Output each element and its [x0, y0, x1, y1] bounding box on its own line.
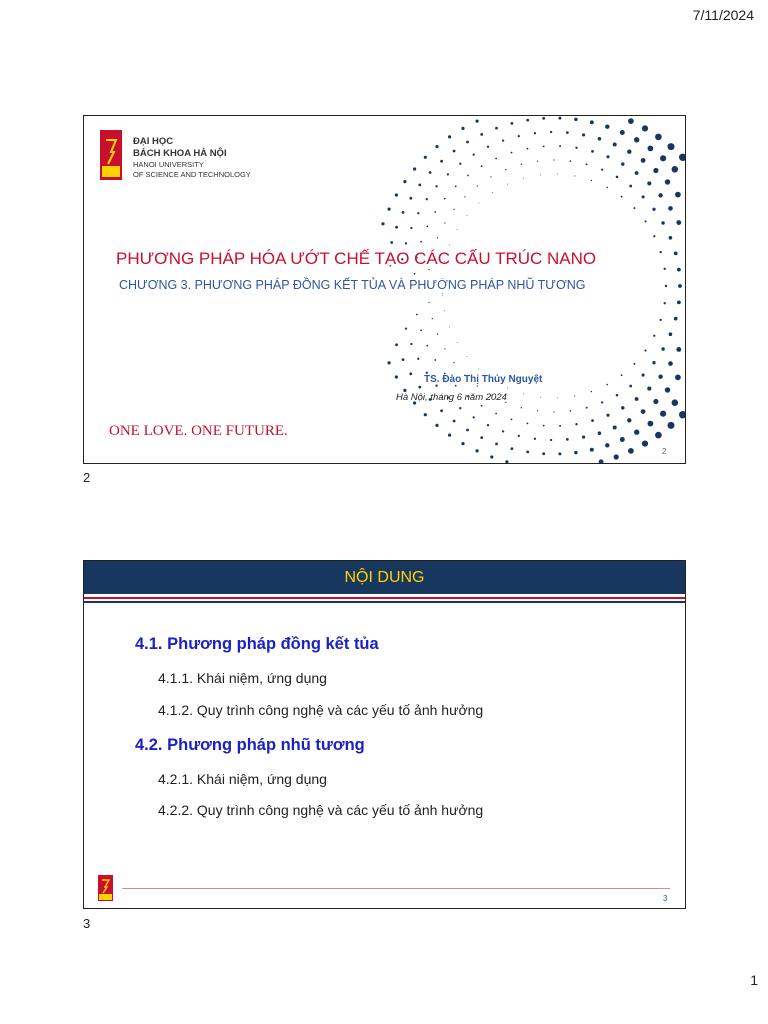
decorative-dot: [455, 185, 457, 187]
decorative-dot: [601, 168, 603, 170]
decorative-dot: [534, 132, 536, 134]
decorative-dot: [642, 125, 648, 131]
decorative-dot: [598, 137, 602, 141]
university-line-2: BÁCH KHOA HÀ NỘI: [133, 148, 227, 159]
decorative-dot: [453, 420, 456, 423]
decorative-dot: [478, 203, 479, 204]
decorative-dot: [648, 146, 654, 152]
decorative-dot: [550, 439, 552, 441]
university-name-en: [133, 160, 251, 180]
decorative-dot: [605, 443, 609, 447]
decorative-dot: [449, 245, 450, 246]
decorative-dot: [424, 156, 427, 159]
decorative-dot: [655, 432, 662, 439]
decorative-dot: [668, 206, 673, 211]
decorative-dot: [616, 176, 619, 179]
decorative-dot: [418, 184, 421, 187]
decorative-dot: [410, 227, 412, 229]
place-date: Hà Nội, tháng 6 năm 2024: [396, 392, 507, 403]
decorative-dot: [518, 435, 520, 437]
slogan: ONE LOVE. ONE FUTURE.: [109, 423, 288, 439]
decorative-dot: [614, 454, 619, 459]
decorative-dot: [574, 118, 577, 121]
decorative-dot: [672, 166, 679, 173]
university-line-3: HANOI UNIVERSITY: [133, 160, 204, 169]
decorative-dot: [502, 139, 504, 141]
decorative-dot: [648, 421, 654, 427]
decorative-dot: [453, 362, 454, 363]
decorative-dot: [475, 119, 478, 122]
decorative-dot: [652, 208, 655, 211]
decorative-dot: [490, 176, 491, 177]
decorative-dot: [621, 196, 623, 198]
decorative-dot: [495, 127, 498, 130]
decorative-dot: [677, 268, 681, 272]
decorative-dot: [613, 426, 617, 430]
decorative-dot: [574, 451, 577, 454]
decorative-dot: [467, 356, 468, 357]
decorative-dot: [420, 329, 422, 331]
decorative-dot: [542, 117, 545, 120]
section-title: 4.1. Phương pháp đồng kết tủa: [135, 635, 379, 653]
decorative-dot: [543, 425, 545, 427]
decorative-dot: [642, 195, 645, 198]
decorative-dot: [575, 147, 577, 149]
decorative-dot: [559, 425, 561, 427]
decorative-dot: [444, 222, 445, 223]
decorative-dot: [523, 178, 524, 179]
decorative-dot: [495, 413, 497, 415]
decorative-dot: [557, 174, 558, 175]
decorative-dot: [418, 386, 421, 389]
decorative-dot: [540, 397, 541, 398]
section-item: 4.1.1. Khái niệm, ứng dụng: [158, 670, 327, 686]
decorative-dot: [557, 397, 558, 398]
decorative-dot: [660, 411, 666, 417]
decorative-dot: [473, 416, 475, 418]
footer-logo: [98, 875, 113, 901]
decorative-dot: [457, 342, 458, 343]
decorative-dot: [628, 118, 634, 124]
decorative-dot: [395, 226, 398, 229]
decorative-dot: [432, 318, 433, 319]
decorative-dot: [523, 393, 524, 394]
decorative-dot: [570, 410, 572, 412]
decorative-dot: [464, 196, 465, 197]
decorative-dot: [426, 345, 428, 347]
decorative-dot: [613, 143, 617, 147]
decorative-dot: [591, 391, 592, 392]
decorative-dot: [653, 235, 655, 237]
decorative-dot: [395, 375, 398, 378]
decorative-dot: [665, 285, 667, 287]
decorative-dot: [444, 348, 445, 349]
decorative-dot: [467, 175, 469, 177]
decorative-dot: [641, 409, 646, 414]
decorative-dot: [402, 211, 405, 214]
decorative-dot: [664, 268, 666, 270]
decorative-dot: [669, 332, 673, 336]
decorative-dot: [437, 334, 438, 335]
decorative-dot: [621, 406, 624, 409]
decorative-dot: [658, 193, 662, 197]
decorative-dot: [635, 171, 639, 175]
decorative-dot: [437, 237, 438, 238]
decorative-dot: [660, 251, 662, 253]
slide-number: 3: [663, 894, 668, 903]
decorative-dot: [395, 343, 398, 346]
decorative-dot: [627, 150, 631, 154]
decorative-dot: [665, 179, 670, 184]
decorative-dot: [661, 221, 664, 224]
decorative-dot: [558, 117, 561, 120]
decorative-dot: [540, 174, 541, 175]
decorative-dot: [521, 164, 522, 165]
decorative-dot: [621, 162, 624, 165]
decorative-dot: [620, 130, 625, 135]
decorative-dot: [457, 229, 458, 230]
slide-number: 2: [662, 447, 667, 456]
decorative-dot: [575, 423, 577, 425]
decorative-dot: [387, 361, 390, 364]
decorative-dot: [566, 131, 569, 134]
decorative-dot: [459, 163, 461, 165]
decorative-dot: [658, 375, 662, 379]
decorative-dot: [582, 436, 585, 439]
decorative-dot: [511, 122, 514, 125]
author-name: TS. Đào Thị Thủy Nguyệt: [424, 374, 543, 385]
decorative-dot: [574, 395, 575, 396]
decorative-dot: [461, 442, 464, 445]
contents-heading: NỘI DUNG: [344, 569, 425, 586]
decorative-dot: [492, 192, 493, 193]
slide-title: [83, 115, 686, 464]
section-title: 4.2. Phương pháp nhũ tương: [135, 736, 365, 754]
decorative-dot: [675, 375, 681, 381]
section-item: 4.2.2. Quy trình công nghệ và các yếu tố ảnh hưởng: [158, 802, 484, 818]
decorative-dot: [591, 419, 594, 422]
decorative-dot: [553, 411, 554, 412]
decorative-dot: [466, 429, 469, 432]
decorative-dot: [586, 407, 588, 409]
decorative-dot: [405, 327, 407, 329]
decorative-dot: [678, 284, 682, 288]
decorative-dot: [428, 269, 429, 270]
decorative-dot: [487, 424, 489, 426]
decorative-dot: [414, 273, 416, 275]
decorative-dot: [511, 447, 514, 450]
decorative-dot: [434, 359, 436, 361]
decorative-dot: [495, 158, 497, 160]
decorative-dot: [553, 159, 554, 160]
print-date: 7/11/2024: [692, 7, 754, 23]
decorative-dot: [395, 193, 398, 196]
decorative-dot: [459, 407, 461, 409]
decorative-dot: [676, 220, 681, 225]
decorative-dot: [675, 192, 681, 198]
section-item: 4.1.2. Quy trình công nghệ và các yếu tố ảnh hưởng: [158, 702, 484, 718]
decorative-dot: [570, 160, 572, 162]
university-logo: [100, 130, 122, 180]
decorative-dot: [505, 460, 508, 463]
decorative-dot: [467, 215, 468, 216]
decorative-dot: [435, 185, 437, 187]
decorative-dot: [410, 343, 412, 345]
decorative-dot: [621, 374, 623, 376]
decorative-dot: [511, 418, 513, 420]
decorative-dot: [511, 152, 513, 154]
decorative-dot: [526, 422, 528, 424]
decorative-dot: [641, 158, 646, 163]
university-line-4: OF SCIENCE AND TECHNOLOGY: [133, 170, 251, 179]
decorative-dot: [542, 452, 545, 455]
decorative-dot: [402, 358, 405, 361]
decorative-dot: [669, 236, 673, 240]
decorative-dot: [559, 145, 561, 147]
decorative-dot: [668, 361, 673, 366]
decorative-dot: [477, 385, 478, 386]
decorative-dot: [677, 301, 681, 305]
decorative-dot: [447, 173, 449, 175]
decorative-dot: [481, 165, 483, 167]
decorative-dot: [634, 207, 636, 209]
decorative-dot: [424, 413, 427, 416]
decorative-dot: [605, 124, 609, 128]
decorative-dot: [434, 211, 436, 213]
decorative-dot: [635, 397, 639, 401]
decorative-dot: [417, 212, 419, 214]
decorative-dot: [413, 167, 416, 170]
decorative-dot: [435, 145, 438, 148]
decorative-dot: [655, 134, 662, 141]
decorative-dot: [590, 448, 594, 452]
decorative-dot: [606, 414, 609, 417]
decorative-dot: [652, 361, 655, 364]
decorative-dot: [448, 433, 451, 436]
decorative-dot: [653, 399, 658, 404]
decorative-dot: [449, 326, 450, 327]
decorative-dot: [409, 372, 412, 375]
decorative-dot: [679, 411, 685, 418]
decorative-dot: [644, 220, 646, 222]
decorative-dot: [676, 347, 681, 352]
decorative-dot: [590, 120, 594, 124]
decorative-dot: [417, 358, 419, 360]
decorative-dot: [674, 252, 678, 256]
decorative-dot: [444, 198, 446, 200]
decorative-dot: [647, 387, 651, 391]
decorative-dot: [435, 424, 438, 427]
decorative-dot: [502, 430, 504, 432]
slide-label: 3: [83, 916, 91, 931]
decorative-dot: [616, 394, 619, 397]
decorative-dot: [526, 119, 529, 122]
decorative-dot: [660, 319, 662, 321]
decorative-dot: [448, 135, 451, 138]
decorative-dot: [664, 302, 666, 304]
decorative-dot: [461, 127, 464, 130]
decorative-dot: [627, 418, 631, 422]
decorative-dot: [628, 448, 634, 454]
decorative-dot: [409, 197, 412, 200]
decorative-dot: [381, 222, 384, 225]
decorative-dot: [428, 302, 429, 303]
decorative-dot: [606, 187, 608, 189]
decorative-dot: [521, 407, 522, 408]
decorative-dot: [442, 295, 443, 296]
decorative-dot: [620, 437, 625, 442]
decorative-dot: [466, 141, 469, 144]
decorative-dot: [420, 241, 422, 243]
decorative-dot: [667, 143, 674, 150]
decorative-dot: [480, 133, 483, 136]
decorative-dot: [453, 209, 454, 210]
decorative-dot: [526, 451, 529, 454]
decorative-dot: [442, 293, 443, 294]
decorative-dot: [429, 171, 432, 174]
decorative-dot: [642, 374, 645, 377]
decorative-dot: [526, 148, 528, 150]
decorative-dot: [495, 443, 498, 446]
decorative-dot: [634, 137, 639, 142]
decorative-dot: [455, 385, 457, 387]
decorative-dot: [629, 185, 632, 188]
decorative-dot: [453, 150, 456, 153]
decorative-dot: [480, 436, 483, 439]
slide-label: 2: [83, 470, 91, 485]
decorative-dot: [566, 438, 569, 441]
decorative-dot: [598, 431, 602, 435]
navy-divider: [84, 601, 685, 603]
decorative-dot: [426, 198, 428, 200]
decorative-dot: [634, 430, 639, 435]
decorative-dot: [490, 455, 493, 458]
decorative-dot: [634, 363, 636, 365]
slide-contents: [83, 560, 686, 909]
decorative-dot: [665, 387, 670, 392]
section-item: 4.2.1. Khái niệm, ứng dụng: [158, 771, 327, 787]
presentation-title: PHƯƠNG PHÁP HÓA ƯỚT CHẾ TẠO CÁC CẤU TRÚC NANO: [116, 249, 597, 268]
decorative-dot: [647, 181, 651, 185]
decorative-dot: [606, 384, 608, 386]
decorative-dot: [507, 184, 508, 185]
decorative-dot: [416, 314, 418, 316]
red-divider: [84, 597, 685, 599]
decorative-dot: [574, 175, 575, 176]
decorative-dot: [487, 146, 489, 148]
decorative-dot: [537, 410, 538, 411]
chapter-subtitle: CHƯƠNG 3. PHƯƠNG PHÁP ĐỒNG KẾT TỦA VÀ PHƯƠNG PHÁP NHŨ TƯƠNG: [119, 278, 586, 292]
decorative-dot: [601, 401, 603, 403]
decorative-dot: [481, 405, 483, 407]
decorative-dot: [660, 155, 666, 161]
decorative-dot: [478, 369, 479, 370]
decorative-dot: [518, 135, 520, 137]
decorative-dot: [586, 163, 588, 165]
decorative-dot: [440, 160, 443, 163]
decorative-dot: [661, 347, 664, 350]
decorative-dot: [558, 452, 561, 455]
decorative-dot: [644, 350, 646, 352]
decorative-dot: [591, 150, 594, 153]
decorative-dot: [440, 409, 443, 412]
decorative-dot: [667, 422, 674, 429]
decorative-dot: [543, 145, 545, 147]
decorative-dot: [679, 154, 685, 161]
decorative-dot: [507, 387, 508, 388]
decorative-dot: [477, 185, 478, 186]
decorative-dot: [653, 168, 658, 173]
decorative-dot: [444, 310, 445, 311]
decorative-dot: [653, 335, 655, 337]
university-line-1: ĐẠI HỌC: [133, 136, 174, 147]
decorative-dot: [591, 180, 592, 181]
decorative-dot: [582, 133, 585, 136]
decorative-dot: [534, 438, 536, 440]
decorative-dot: [403, 180, 406, 183]
decorative-dot: [505, 169, 506, 170]
decorative-dot: [642, 441, 648, 447]
decorative-dot: [537, 160, 538, 161]
decorative-dot: [599, 459, 604, 463]
decorative-dot: [672, 399, 679, 406]
page-number: 1: [750, 972, 758, 988]
decorative-dot: [405, 242, 407, 244]
decorative-dot: [387, 207, 390, 210]
decorative-dot: [606, 155, 609, 158]
decorative-dot: [390, 241, 393, 244]
footer-line: [122, 888, 670, 889]
decorative-dot: [473, 153, 475, 155]
university-name-vn: [133, 136, 227, 160]
decorative-dot: [426, 225, 428, 227]
decorative-dot: [475, 449, 478, 452]
decorative-dot: [674, 317, 678, 321]
decorative-dot: [629, 385, 632, 388]
decorative-dot: [550, 131, 552, 133]
